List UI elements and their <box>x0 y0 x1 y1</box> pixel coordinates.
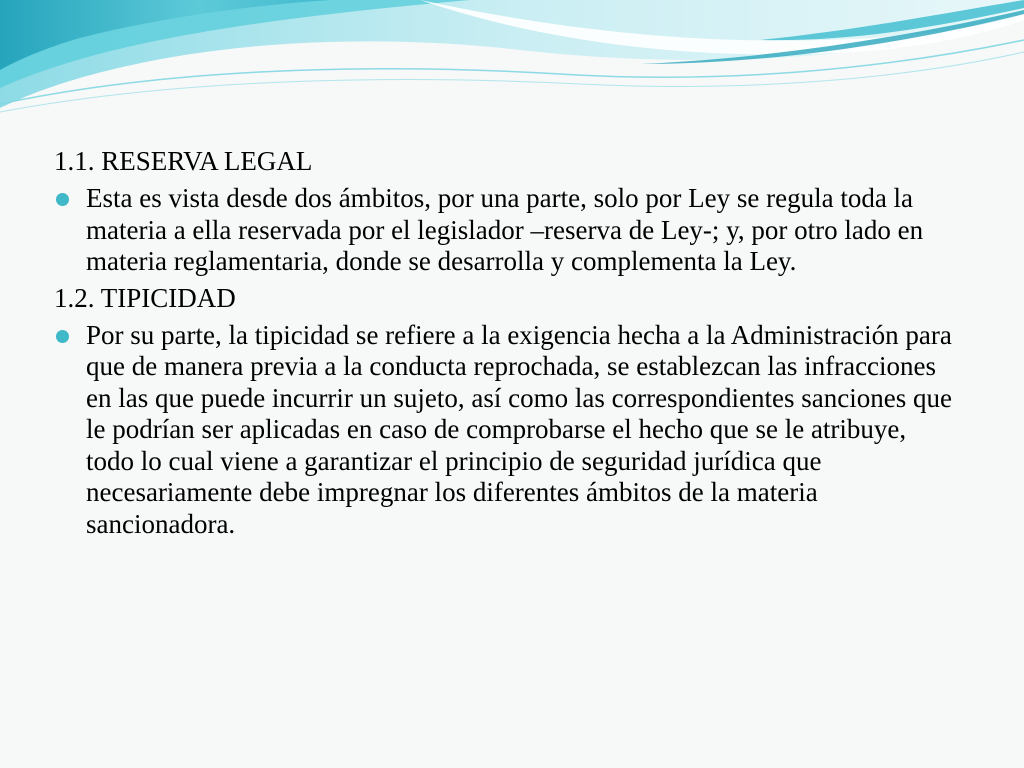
bullet-item-tipicidad <box>54 320 954 541</box>
slide-content <box>54 145 954 544</box>
wave-decoration-icon <box>0 0 1024 120</box>
circle-bullet-icon <box>56 330 69 343</box>
section-heading-tipicidad: 1.2. TIPICIDAD <box>54 282 236 313</box>
circle-bullet-icon <box>56 193 69 206</box>
section-heading-reserva-legal: 1.1. RESERVA LEGAL <box>54 146 313 176</box>
bullet-text: Por su parte, la tipicidad se refiere a la exigencia hecha a la Administración para que de manera previa a la conducta reprochada, se establezcan las infracciones en las que puede incurrir un sujeto, así como las correspondientes sanciones que le podrían ser aplicadas en caso de comprobarse el hecho que se le atribuye, todo lo cual viene a garantizar el principio de seguridad jurídica que necesariamente debe impregnar los diferentes ámbitos de la materia sancionadora. <box>86 319 952 539</box>
bullet-item-reserva-legal <box>54 183 954 278</box>
bullet-text: Esta es vista desde dos ámbitos, por una parte, solo por Ley se regula toda la materia a ella reservada por el legislador –reserva de Ley-; y, por otro lado en materia reglamentaria, donde se desarrolla y complementa la Ley. <box>86 183 924 276</box>
